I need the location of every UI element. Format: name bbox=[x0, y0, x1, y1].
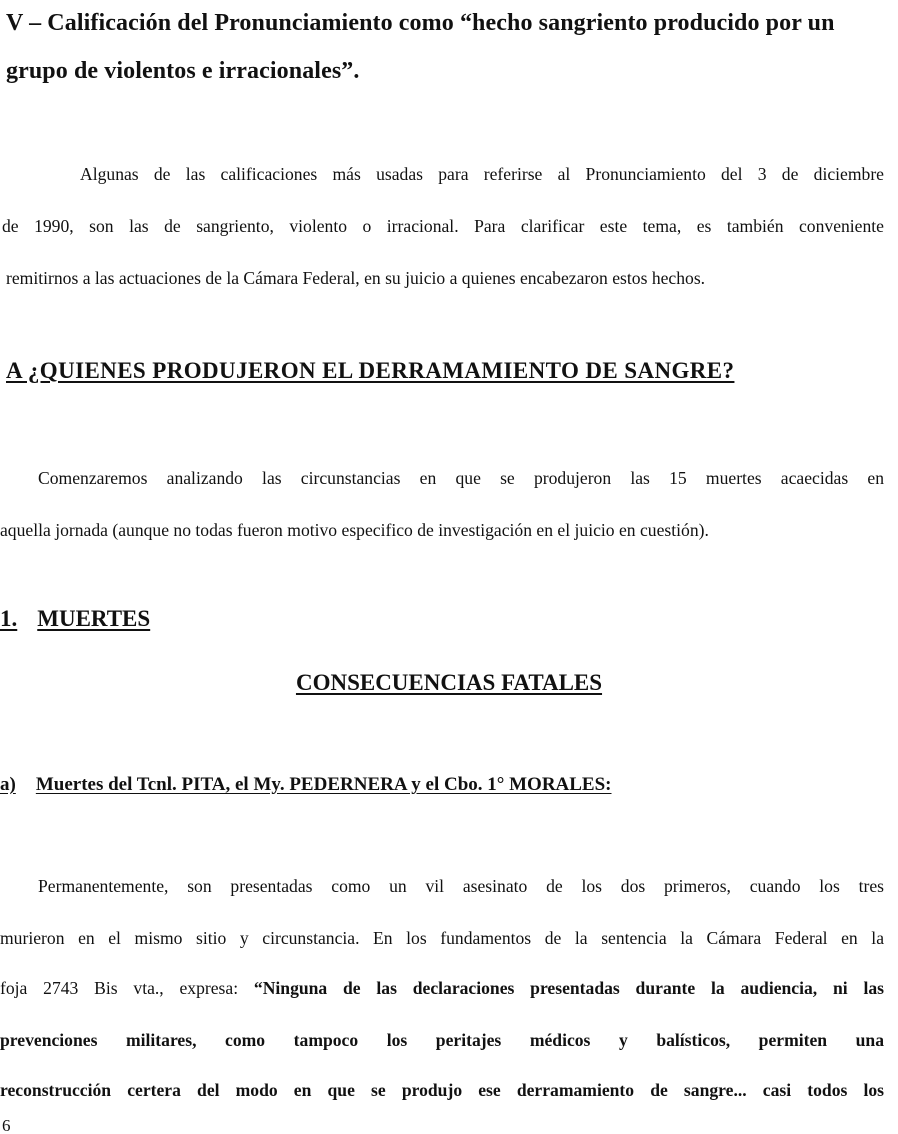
section-1-title: MUERTES bbox=[37, 606, 151, 631]
subsection-a-paragraph-line-3 bbox=[0, 978, 884, 999]
chapter-title-line-1: V – Calificación del Pronunciamiento como “hecho sangriento producido por un bbox=[6, 10, 835, 36]
section-a-heading: A ¿QUIENES PRODUJERON EL DERRAMAMIENTO DE SANGRE? bbox=[6, 358, 735, 383]
intro-paragraph-line-3: remitirnos a las actuaciones de la Cámara Federal, en su juicio a quienes encabezaron estos hechos. bbox=[6, 268, 706, 288]
section-1-heading bbox=[0, 606, 150, 632]
intro-paragraph-line-2: de 1990, son las de sangriento, violento o irracional. Para clarificar este tema, es también conveniente bbox=[2, 216, 884, 236]
subsection-a-paragraph-line-2: murieron en el mismo sitio y circunstancia. En los fundamentos de la sentencia la Cámara Federal en la bbox=[0, 928, 884, 948]
citation-quote-start: “Ninguna de las declaraciones presentadas durante la audiencia, ni las bbox=[253, 978, 884, 998]
section-1-subtitle: CONSECUENCIAS FATALES bbox=[295, 670, 603, 695]
intro-paragraph-line-1: Algunas de las calificaciones más usadas para referirse al Pronunciamiento del 3 de diciembre bbox=[80, 164, 884, 184]
chapter-title-line-2: grupo de violentos e irracionales”. bbox=[6, 58, 360, 84]
subsection-a-heading bbox=[0, 774, 612, 796]
citation-quote-line-2: prevenciones militares, como tampoco los peritajes médicos y balísticos, permiten una bbox=[0, 1030, 884, 1050]
subsection-a-letter: a) bbox=[0, 774, 16, 795]
section-1-number: 1. bbox=[0, 606, 18, 631]
section-a-paragraph-line-1: Comenzaremos analizando las circunstancias en que se produjeron las 15 muertes acaecidas en bbox=[38, 468, 884, 488]
subsection-a-paragraph-line-1: Permanentemente, son presentadas como un vil asesinato de los dos primeros, cuando los tres bbox=[38, 876, 884, 896]
citation-intro: foja 2743 Bis vta., expresa: bbox=[0, 978, 254, 998]
page-number: 6 bbox=[2, 1116, 11, 1134]
citation-quote-line-3: reconstrucción certera del modo en que se produjo ese derramamiento de sangre... casi todos los bbox=[0, 1080, 884, 1100]
section-a-paragraph-line-2: aquella jornada (aunque no todas fueron motivo especifico de investigación en el juicio en cuestión). bbox=[0, 520, 709, 540]
subsection-a-title: Muertes del Tcnl. PITA, el My. PEDERNERA y el Cbo. 1° MORALES: bbox=[35, 774, 612, 795]
